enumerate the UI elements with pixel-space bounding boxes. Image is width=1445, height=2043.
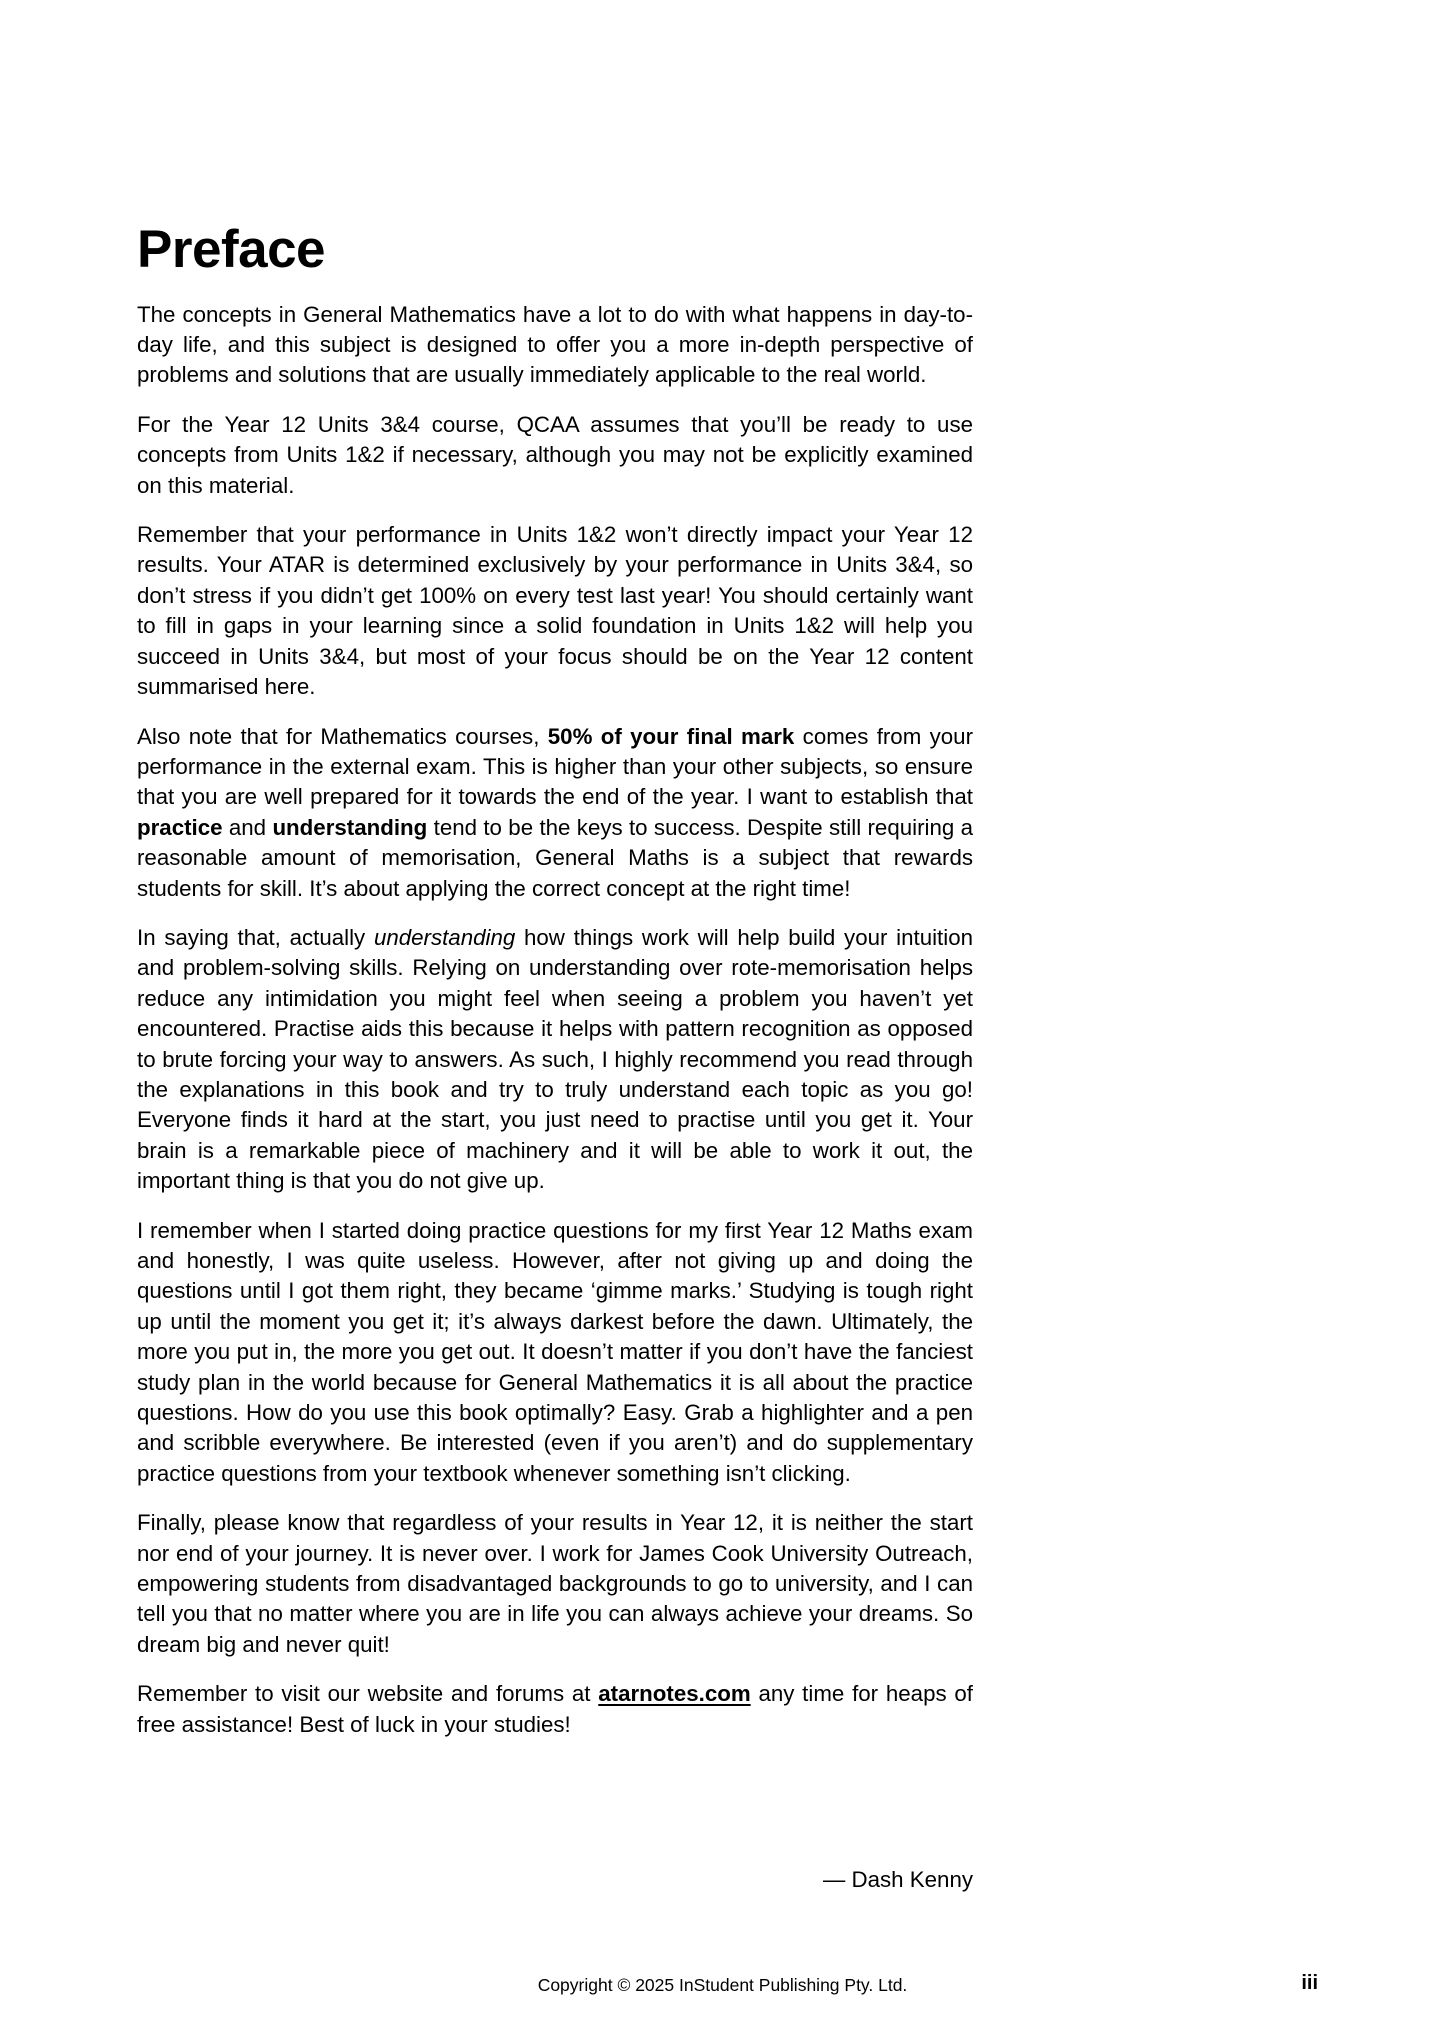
italic-emphasis: understanding xyxy=(373,924,516,950)
footer-copyright: Copyright © 2025 InStudent Publishing Pty. Ltd. xyxy=(537,1975,908,1995)
paragraph xyxy=(137,300,973,391)
paragraph xyxy=(137,520,973,702)
preface-body xyxy=(137,300,973,1740)
text-run: Remember that your performance in Units 1&2 won’t directly impact your Year 12 results. Your ATAR is determined exclusively by your performance in Units 3&4, so don’t stress if you didn’t get 100% on every test last year! You should certainly want to fill in gaps in your learning since a solid foundation in Units 1&2 will help you succeed in Units 3&4, but most of your focus should be on the Year 12 content summarised here. xyxy=(137,522,973,700)
text-run: Finally, please know that regardless of your results in Year 12, it is neither the start nor end of your journey. It is never over. I work for James Cook University Outreach, empowering students from disadvantaged backgrounds to go to university, and I can tell you that no matter where you are in life you can always achieve your dreams. So dream big and never quit! xyxy=(137,1510,973,1657)
paragraph xyxy=(137,722,973,904)
atarnotes-link[interactable]: atarnotes.com xyxy=(598,1681,751,1707)
footer-page-number: iii xyxy=(1301,1972,1318,1994)
text-run: comes from your performance in the external exam. This is higher than your other subjects, so ensure that you are well prepared for it towards the end of the year. I want to establish that xyxy=(137,723,974,810)
paragraph xyxy=(137,1679,973,1740)
text-run: Remember to visit our website and forums at xyxy=(137,1681,599,1707)
bold-emphasis: 50% of your final mark xyxy=(547,723,795,749)
text-run: For the Year 12 Units 3&4 course, QCAA assumes that you’ll be ready to use concepts from Units 1&2 if necessary, although you may not be explicitly examined on this material. xyxy=(137,411,973,498)
bold-emphasis: understanding xyxy=(272,814,428,840)
text-run: In saying that, actually xyxy=(137,924,374,950)
page-footer xyxy=(0,1973,1445,2003)
text-run: and xyxy=(222,814,273,840)
author-signature: — Dash Kenny xyxy=(823,1867,973,1892)
paragraph xyxy=(137,923,973,1197)
page-content xyxy=(137,222,973,1740)
paragraph xyxy=(137,1508,973,1660)
text-run: I remember when I started doing practice questions for my first Year 12 Maths exam and honestly, I was quite useless. However, after not giving up and doing the questions until I got them right, they became ‘gimme marks.’ Studying is tough right up until the moment you get it; it’s always darkest before the dawn. Ultimately, the more you put in, the more you get out. It doesn’t matter if you don’t have the fanciest study plan in the world because for General Mathematics it is all about the practice questions. How do you use this book optimally? Easy. Grab a highlighter and a pen and scribble everywhere. Be interested (even if you aren’t) and do supplementary practice questions from your textbook whenever something isn’t clicking. xyxy=(137,1217,973,1486)
paragraph xyxy=(137,410,973,501)
text-run: Also note that for Mathematics courses, xyxy=(137,723,548,749)
text-run: how things work will help build your intuition and problem-solving skills. Relying on understanding over rote-memorisation helps reduce any intimidation you might feel when seeing a problem you haven’t yet encountered. Practise aids this because it helps with pattern recognition as opposed to brute forcing your way to answers. As such, I highly recommend you read through the explanations in this book and try to truly understand each topic as you go! Everyone finds it hard at the start, you just need to practise until you get it. Your brain is a remarkable piece of machinery and it will be able to work it out, the important thing is that you do not give up. xyxy=(137,924,973,1194)
bold-emphasis: practice xyxy=(137,814,223,840)
text-run: any time for heaps of free assistance! Best of luck in your studies! xyxy=(137,1681,973,1737)
text-run: The concepts in General Mathematics have a lot to do with what happens in day-to-day life, and this subject is designed to offer you a more in-depth perspective of problems and solutions that are usually immediately applicable to the real world. xyxy=(137,301,973,388)
page-title: Preface xyxy=(137,220,326,279)
paragraph xyxy=(137,1216,973,1490)
text-run: tend to be the keys to success. Despite still requiring a reasonable amount of memorisation, General Maths is a subject that rewards students for skill. It’s about applying the correct concept at the right time! xyxy=(137,814,974,901)
